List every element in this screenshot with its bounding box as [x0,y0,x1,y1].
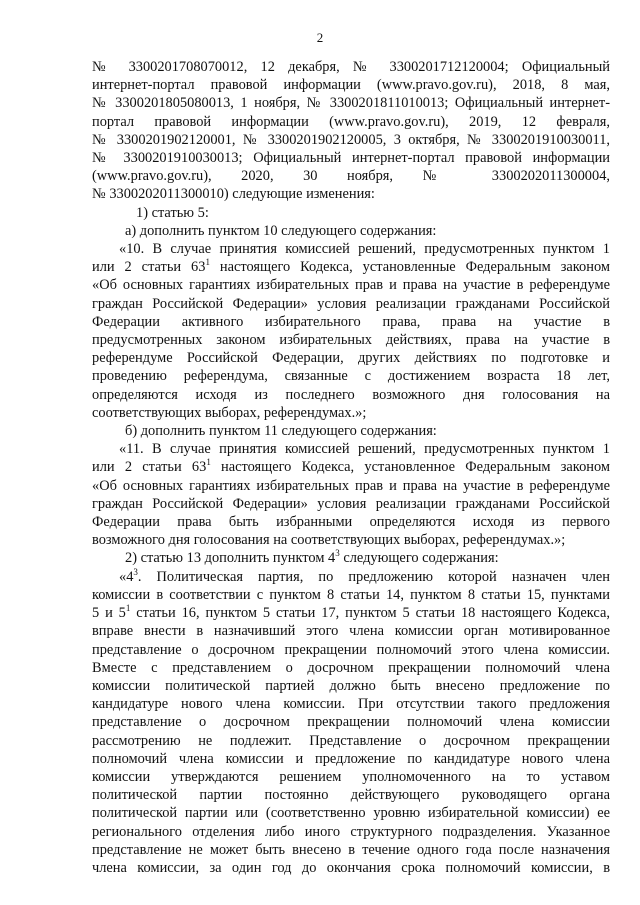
text-line: портал правовой информации (www.pravo.gov.ru), 2019, 12 февраля, [92,113,610,130]
text-line: № 3300201708070012, 12 декабря, № 3300201712120004; Официальный [92,59,610,75]
text-line: граждан Российской Федерации» условия реализации гражданами Российской [92,295,610,312]
text-line: Вместе с представлением о досрочном прекращении полномочий члена [92,659,610,676]
text-line: или 2 статьи $63^1$ настоящего Кодекса, установленное Федеральным законом [92,457,610,476]
text-line: или 2 статьи $63^1$ настоящего Кодекса, установленные Федеральным законом [92,257,610,276]
text-line: вправе внести в назначивший этого члена комиссии орган мотивированное [92,623,610,640]
text-line: (www.pravo.gov.ru), 2020, 30 ноября, № 3300202011300004, [92,168,610,185]
text-line: комиссии политической партией должно быть внесено предложение по [92,677,610,694]
text-line: представление не может быть внесено в течение одного года после назначения [92,841,610,858]
text-line: представление о досрочном прекращении полномочий этого члена комиссии. [92,641,610,658]
text-line: «Об основных гарантиях избирательных прав и права на участие в референдуме [92,477,610,494]
text-line: Федерации права быть избранными определяются исходя из первого [92,514,610,531]
text-line: «10. В случае принятия комиссией решений, предусмотренных пунктом 1 [119,241,610,258]
text-line: Федерации активного избирательного права, права на участие в [92,313,610,330]
text-line: политической партии или (соответственно уровню избирательной комиссии) ее [92,805,610,822]
text-line: № 3300201910030013; Официальный интернет-портал правовой информации [92,150,610,167]
text-line: соответствующих выборах, референдумах.»; [92,404,367,421]
text-line: кандидатуре нового члена комиссии. При отсутствии такого предложения [92,696,610,713]
text-line: б) дополнить пунктом 11 следующего содержания: [125,423,437,440]
text-line: «Об основных гарантиях избирательных прав и права на участие в референдуме [92,277,610,294]
text-line: № 3300201902120001, № 3300201902120005, 3 октября, № 3300201910030011, [92,131,610,148]
text-line: регионального отделения либо иного структурного подразделения. Указанное [92,823,610,840]
text-line: комиссии в соответствии с пунктом 8 статьи 14, пунктом 8 статьи 15, пунктами [92,586,610,603]
document-text [92,58,610,877]
text-line: 2) статью 13 дополнить пунктом $4^3$ следующего содержания: [125,548,499,567]
text-line: а) дополнить пунктом 10 следующего содержания: [125,222,437,239]
text-line: представление о досрочном прекращении полномочий члена комиссии [92,714,610,731]
text-line: 1) статью 5: [136,204,209,221]
text-line: члена комиссии, за один год до окончания срока полномочий комиссии, в [92,859,610,876]
page-number: 2 [316,30,324,45]
text-line: № 3300202011300010) следующие изменения: [92,186,375,203]
text-line: рассмотрению не подлежит. Представление о досрочном прекращении [92,732,610,749]
text-line: проведению референдума, связанные с достижением возраста 18 лет, [92,368,610,385]
text-line: интернет-портал правовой информации (www.pravo.gov.ru), 2018, 8 мая, [92,77,610,94]
text-line: «$4^3$. Политическая партия, по предложению которой назначен член [119,566,610,585]
text-line: 5 и $5^1$ статьи 16, пунктом 5 статьи 17, пунктом 5 статьи 18 настоящего Кодекса, [92,603,610,622]
text-line: граждан Российской Федерации» условия реализации гражданами Российской [92,495,610,512]
text-line: «11. В случае принятия комиссией решений, предусмотренных пунктом 1 [119,441,610,458]
text-line: комиссии утверждаются решением уполномоченного на то уставом [92,768,610,785]
text-line: возможного дня голосования на соответствующих выборах, референдумах.»; [92,532,566,549]
text-line: предусмотренных законом избирательных действиях, права на участие в [92,332,610,349]
text-line: № 3300201805080013, 1 ноября, № 3300201811010013; Официальный интернет- [92,95,610,112]
text-line: референдуме Российской Федерации, других действиях по подготовке и [92,350,610,367]
text-line: полномочий члена комиссии и предложение по кандидатуре нового члена [92,750,610,767]
text-line: определяются исходя из последнего возможного дня голосования на [92,386,610,403]
text-line: политической партии постоянно действующего руководящего органа [92,787,610,804]
